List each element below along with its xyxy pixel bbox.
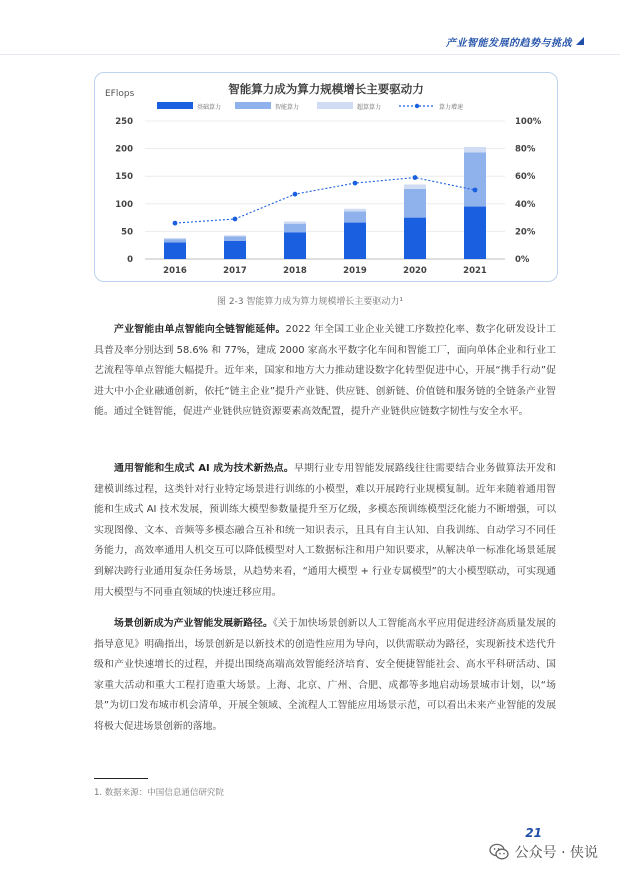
bar-2021-1: [464, 152, 486, 206]
y-tick-label-5: 0: [127, 255, 133, 265]
footnote: 1. 数据来源：中国信息通信研究院: [94, 788, 224, 798]
legend-swatch-1: [235, 102, 271, 109]
header-triangle-icon: [576, 37, 584, 45]
growth-point-1: [233, 217, 238, 222]
growth-point-4: [413, 175, 418, 180]
bar-2018-1: [284, 224, 306, 233]
bar-2020-2: [404, 184, 426, 188]
x-tick-label-4: 2020: [403, 266, 427, 276]
bar-2019-2: [344, 209, 366, 212]
bar-2020-0: [404, 218, 426, 259]
y-tick-label-2: 150: [115, 172, 133, 183]
bar-2017-1: [224, 236, 246, 240]
bar-2019-0: [344, 223, 366, 259]
bar-2017-0: [224, 241, 246, 259]
watermark-text: 公众号 · 侠说: [514, 845, 598, 861]
x-tick-label-2: 2018: [283, 266, 307, 276]
header-title: 产业智能发展的趋势与挑战: [446, 38, 572, 49]
x-tick-label-0: 2016: [163, 266, 187, 276]
y-tick-label-1: 200: [115, 144, 133, 155]
legend-label-0: 基础算力: [197, 104, 222, 111]
y2-tick-label-5: 0%: [515, 255, 530, 265]
bar-2018-2: [284, 221, 306, 223]
bar-2021-2: [464, 147, 486, 153]
bar-2016-1: [164, 239, 186, 242]
growth-point-0: [173, 221, 178, 226]
bar-2018-0: [284, 233, 306, 259]
paragraph-3: [94, 614, 556, 738]
y2-tick-label-4: 20%: [515, 227, 536, 238]
bar-2021-0: [464, 207, 486, 259]
chart-svg: [95, 73, 557, 281]
growth-point-3: [353, 181, 358, 186]
header-divider: [0, 54, 620, 55]
page-number: 21: [525, 826, 542, 840]
y-axis-unit-label: EFlops: [105, 89, 135, 99]
legend-swatch-0: [157, 102, 193, 109]
growth-point-5: [473, 188, 478, 193]
x-tick-label-5: 2021: [463, 266, 487, 276]
legend-swatch-2: [317, 102, 353, 109]
paragraph-3-text: 《关于加快场景创新以人工智能高水平应用促进经济高质量发展的指导意见》明确指出，场景创新是以新技术的创造性应用为导向，以供需联动为路径，实现新技术迭代升级和产业快速增长的过程，并提出围绕高端高效智能经济培育、安全便捷智能社会、高水平科研活动、国家重大活动和重大工程打造重大场景。上海、北京、广州、合肥、成都等多地启动场景城市计划，以“场景”为切口发布城市机会清单，开展全领域、全流程人工智能应用场景示范，可以看出未来产业智能的发展将极大促进场景创新的落地。: [94, 618, 556, 732]
paragraph-1: [94, 320, 556, 423]
bar-2020-1: [404, 189, 426, 218]
legend-label-2: 超算算力: [357, 104, 382, 111]
y-tick-label-3: 100: [115, 199, 133, 210]
legend-label-3: 算力增速: [439, 104, 464, 111]
paragraph-2-text: 早期行业专用智能发展路线往往需要结合业务做算法开发和建模训练过程，这类针对行业特定场景进行训练的小模型，难以开展跨行业规模复制。近年来随着通用智能和生成式 AI 技术发展，预训练大模型参数量提升至万亿级，多模态预训练模型泛化能力不断增强，可以实现图像、文本、音频等多模态融合互补和统一知识表示，且具有自主认知、自我训练、自动学习不同任务能力，高效率通用人机交互可以降低模型对人工数据标注和用户知识要求，从解决单一标准化场景延展到解决跨行业通用复杂任务场景，从趋势来看，“通用大模型 + 行业专属模型”的大小模型联动，可实现通用大模型与不同垂直领域的快速迁移应用。: [94, 463, 556, 598]
chart-container: [94, 72, 558, 282]
y-tick-label-0: 250: [115, 117, 133, 127]
paragraph-2: [94, 459, 556, 603]
bar-2016-2: [164, 238, 186, 239]
bar-2016-0: [164, 242, 186, 259]
growth-point-2: [293, 192, 298, 197]
wechat-icon: [489, 843, 509, 861]
chart-title: 智能算力成为算力规模增长主要驱动力: [228, 82, 424, 96]
paragraph-2-lead: 通用智能和生成式 AI 成为技术新热点。: [114, 463, 294, 474]
paragraph-3-lead: 场景创新成为产业智能发展新路径。: [114, 618, 273, 629]
y2-tick-label-1: 80%: [515, 144, 536, 155]
y2-tick-label-3: 40%: [515, 199, 536, 210]
y2-tick-label-0: 100%: [515, 117, 542, 127]
paragraph-1-text: 2022 年全国工业企业关键工序数控化率、数字化研发设计工具普及率分别达到 58.6% 和 77%，建成 2000 家高水平数字化车间和智能工厂，面向单体企业和行业工艺流程等单点智能大幅提升。近年来，国家和地方大力推动建设数字化转型促进中心，开展“携手行动”促进大中小企业融通创新，依托“链主企业”提升产业链、供应链、创新链、价值链和服务链的全链条产业智能。通过全链智能，促进产业链供应链资源要素高效配置，提升产业链供应链数字韧性与安全水平。: [94, 324, 556, 418]
y-tick-label-4: 50: [121, 227, 133, 238]
x-tick-label-1: 2017: [223, 266, 247, 276]
legend-label-1: 智能算力: [275, 104, 300, 111]
figure-caption: 图 2-3 智能算力成为算力规模增长主要驱动力¹: [216, 297, 404, 307]
legend-marker-3: [415, 104, 419, 108]
bar-2019-1: [344, 212, 366, 223]
footnote-divider: [94, 778, 148, 779]
paragraph-1-lead: 产业智能由单点智能向全链智能延伸。: [114, 324, 286, 335]
bar-2017-2: [224, 235, 246, 236]
growth-line: [175, 178, 475, 224]
watermark: [489, 842, 598, 862]
y2-tick-label-2: 60%: [515, 172, 536, 183]
x-tick-label-3: 2019: [343, 266, 367, 276]
